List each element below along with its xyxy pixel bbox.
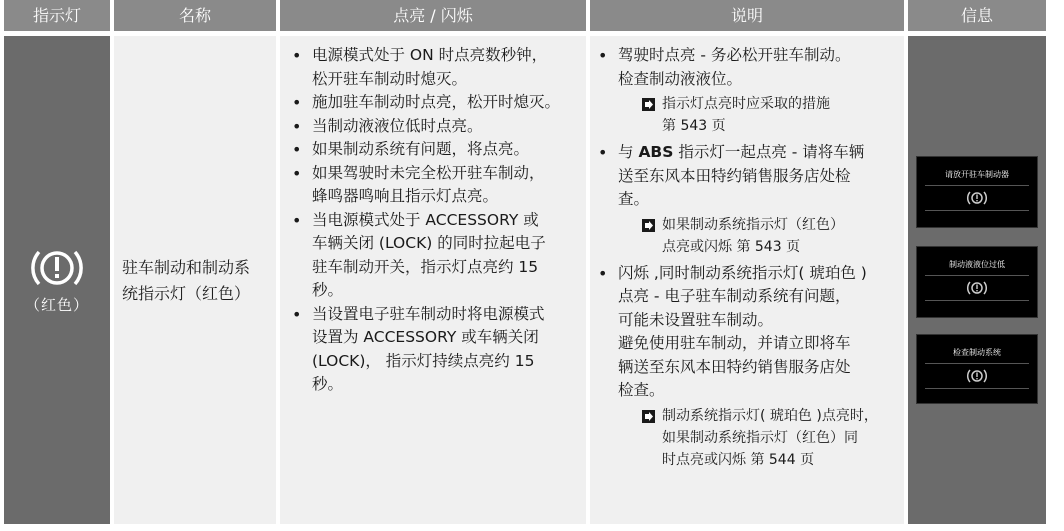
name-line-2: 统指示灯（红色） <box>122 284 251 303</box>
on-blink-line: 松开驻车制动时熄灭。 <box>312 69 468 88</box>
parking-brake-warning-icon <box>29 244 85 292</box>
explanation-item-3-advice-line-3: 检查。 <box>618 381 665 399</box>
page-reference-3-line-3: 时点亮或闪烁 第 544 页 <box>662 451 815 468</box>
on-blink-line: 车辆关闭 (LOCK) 的同时拉起电子 <box>312 234 546 252</box>
on-blink-line: • 如果制动系统有问题，将点亮。 <box>312 140 530 158</box>
explanation-item-3-advice <box>596 332 898 403</box>
header-message: 信息 <box>908 0 1046 31</box>
explanation-item-1 <box>596 44 898 91</box>
on-blink-line: • 当制动液液位低时点亮。 <box>312 116 483 135</box>
message-screen-2 <box>916 246 1038 318</box>
indicator-cell <box>4 36 110 524</box>
on-blink-item <box>290 91 584 115</box>
page-reference-3-line-1: 制动系统指示灯( 琥珀色 )点亮时， <box>662 407 878 424</box>
explanation-item-1-line-1: • 驾驶时点亮 - 务必松开驻车制动。 <box>618 46 851 64</box>
page-reference-1[interactable] <box>596 93 898 137</box>
explanation-item-3-line-2: 点亮 - 电子驻车制动系统有问题， <box>618 287 851 305</box>
message-cell <box>908 36 1046 524</box>
brake-warning-icon <box>966 280 988 296</box>
on-blink-line: 秒。 <box>312 375 344 393</box>
header-on-blink: 点亮 / 闪烁 <box>280 0 586 31</box>
on-blink-line: 设置为 ACCESSORY 或车辆关闭 <box>312 328 539 346</box>
on-blink-cell <box>280 36 586 524</box>
brake-warning-icon <box>966 190 988 206</box>
on-blink-line: 秒。 <box>312 281 344 299</box>
arrow-right-icon <box>642 98 655 111</box>
indicator-symbol <box>4 244 110 315</box>
on-blink-line: • 如果驾驶时未完全松开驻车制动， <box>312 163 545 182</box>
page-reference-3-line-2: 如果制动系统指示灯（红色）同 <box>662 429 858 446</box>
divider <box>925 210 1028 211</box>
message-screen-1 <box>916 156 1038 228</box>
divider <box>925 363 1028 364</box>
explanation-item-2 <box>596 141 898 212</box>
explanation-item-3-line-1: • 闪烁 ,同时制动系统指示灯( 琥珀色 ) <box>618 263 867 282</box>
arrow-right-icon <box>642 410 655 423</box>
arrow-right-icon <box>642 219 655 232</box>
divider <box>925 275 1028 276</box>
abs-label: ABS <box>638 143 674 161</box>
explanation-item-2-line-3: 查。 <box>618 190 650 208</box>
indicator-color-label: （红色） <box>24 296 89 314</box>
name-line-1: 驻车制动和制动系 <box>122 258 251 277</box>
on-blink-line: 驻车制动开关，指示灯点亮约 15 <box>312 257 539 276</box>
on-blink-item <box>290 115 584 139</box>
header-name: 名称 <box>114 0 276 31</box>
divider <box>925 300 1028 301</box>
name-cell <box>114 36 276 524</box>
page-reference-1-line-2: 第 543 页 <box>662 118 726 134</box>
divider <box>925 185 1028 186</box>
page-reference-1-line-1: 指示灯点亮时应采取的措施 <box>662 96 830 112</box>
brake-warning-icon <box>966 368 988 384</box>
on-blink-list <box>290 44 584 397</box>
on-blink-item <box>290 162 584 209</box>
explanation-item-2-line-1: • 与 ABS 指示灯一起点亮 - 请将车辆 <box>618 143 865 161</box>
header-indicator: 指示灯 <box>4 0 110 31</box>
explanation-item-3 <box>596 262 898 333</box>
page-reference-2-line-2: 点亮或闪烁 第 543 页 <box>662 238 801 255</box>
on-blink-line: • 电源模式处于 ON 时点亮数秒钟， <box>312 46 548 64</box>
on-blink-item <box>290 209 584 303</box>
on-blink-item <box>290 303 584 397</box>
explanation-item-3-line-3: 可能未设置驻车制动。 <box>618 310 774 329</box>
divider <box>925 388 1028 389</box>
explanation-item-3-advice-line-2: 辆送至东风本田特约销售服务店处 <box>618 357 851 376</box>
on-blink-line: 蜂鸣器鸣响且指示灯点亮。 <box>312 187 499 205</box>
on-blink-line: • 当电源模式处于 ACCESSORY 或 <box>312 210 539 229</box>
explanation-cell <box>590 36 904 524</box>
message-text-1: 请放开驻车制动器 <box>945 170 1009 179</box>
on-blink-item <box>290 44 584 91</box>
explanation-item-2-line-2: 送至东风本田特约销售服务店处检 <box>618 166 851 185</box>
page-reference-2-line-1: 如果制动系统指示灯（红色） <box>662 216 844 233</box>
on-blink-line: • 施加驻车制动时点亮，松开时熄灭。 <box>312 93 561 111</box>
header-explanation: 说明 <box>590 0 904 31</box>
page-reference-3[interactable] <box>596 405 898 471</box>
explanation-item-3-advice-line-1: 避免使用驻车制动，并请立即将车 <box>618 334 851 352</box>
on-blink-line: • 当设置电子驻车制动时将电源模式 <box>312 304 545 323</box>
on-blink-item <box>290 138 584 162</box>
message-screen-3 <box>916 334 1038 404</box>
explanation-item-1-line-2: 检查制动液液位。 <box>618 69 743 88</box>
on-blink-line: (LOCK)， 指示灯持续点亮约 15 <box>312 351 535 370</box>
message-text-3: 检查制动系统 <box>953 348 1001 357</box>
message-text-2: 制动液液位过低 <box>949 260 1005 269</box>
page-reference-2[interactable] <box>596 214 898 258</box>
